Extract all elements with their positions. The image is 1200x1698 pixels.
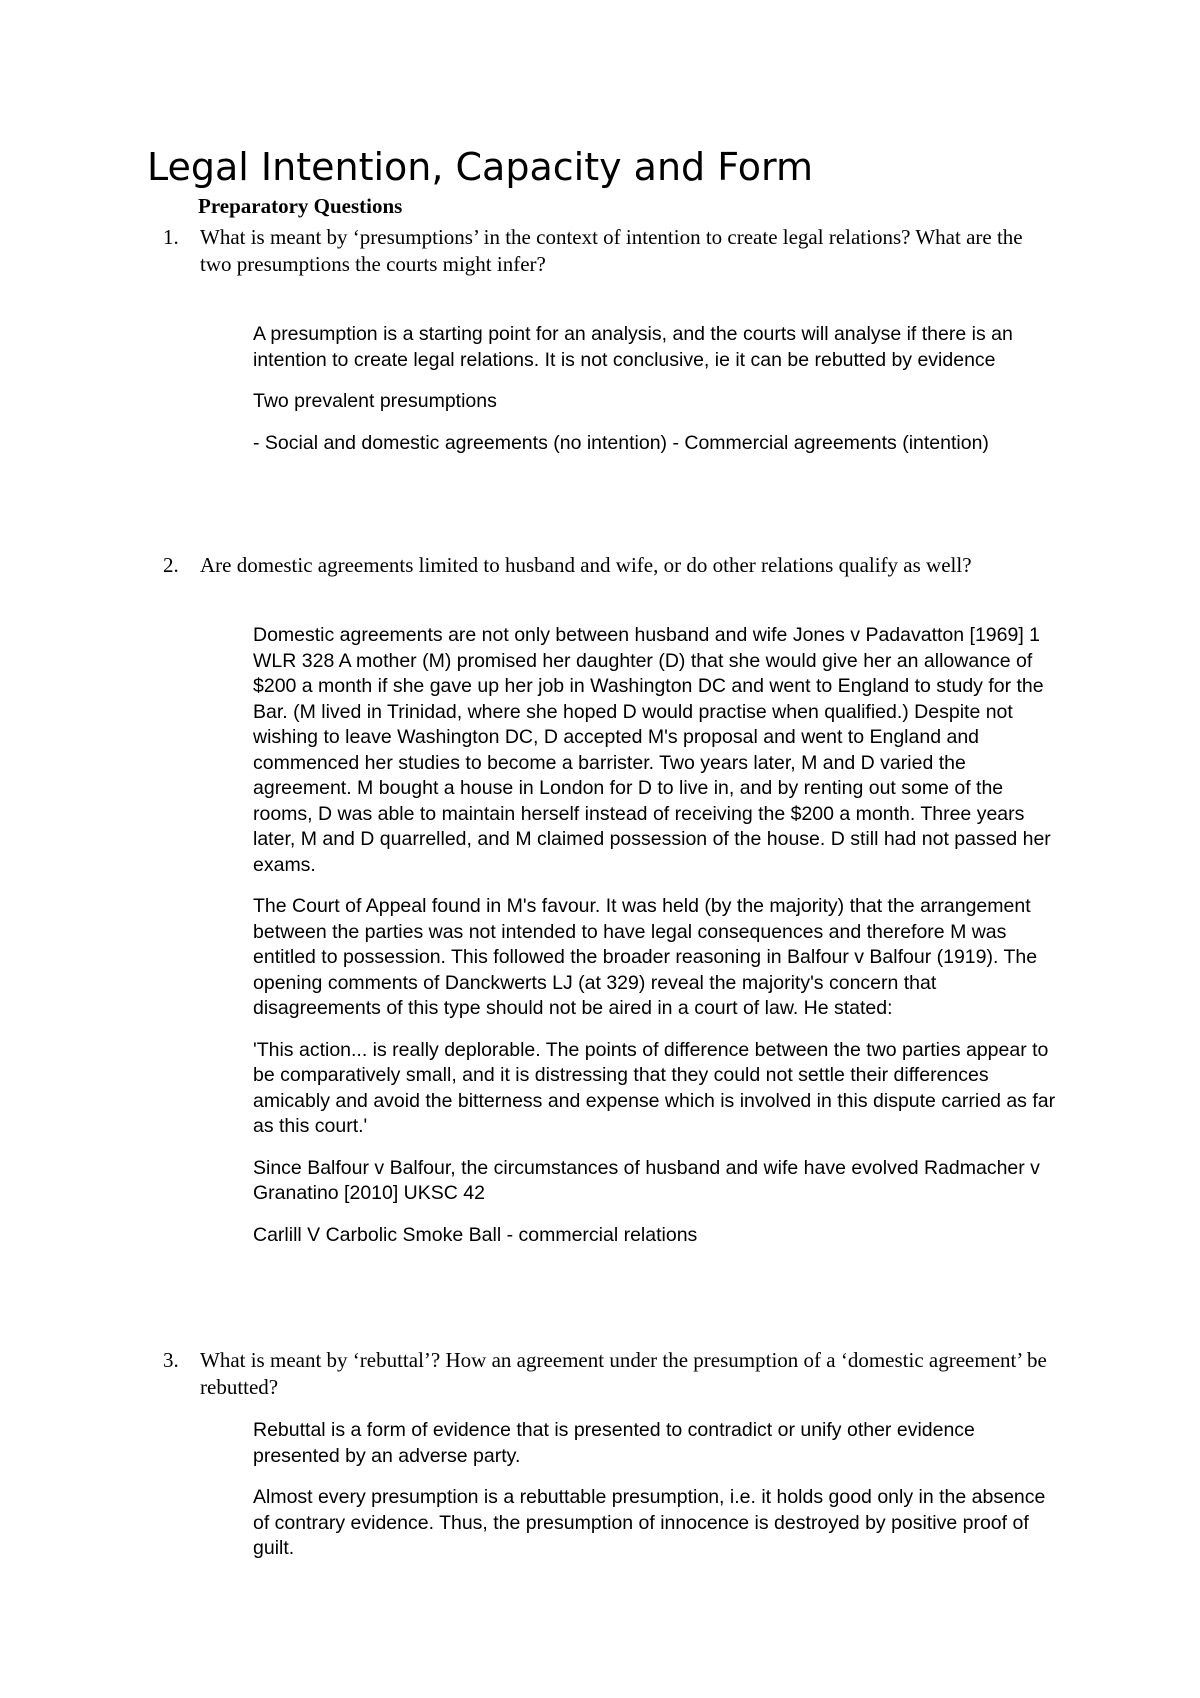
answer-paragraph: Two prevalent presumptions [253, 390, 497, 412]
answer-paragraph: - Social and domestic agreements (no intention) - Commercial agreements (intention) [253, 431, 989, 454]
answer-2 [253, 623, 1063, 1264]
answer-paragraph: Domestic agreements are not only between husband and wife Jones v Padavatton [1969] 1 WLR 328 A mother (M) promised her daughter (D) that she would give her an allowance of $200 a month if she gave up her job in Washington DC and went to England to study for the Bar. (M lived in Trinidad, where she hoped D would practise when qualified.) Despite not wishing to leave Washington DC, D accepted M's proposal and went to England and commenced her studies to become a barrister. Two years later, M and D varied the agreement. M bought a house in London for D to live in, and by renting out some of the rooms, D was able to maintain herself instead of receiving the $200 a month. Three years later, M and D quarrelled, and M claimed possession of the house. D still had not passed her exams. [253, 624, 1051, 876]
answer-paragraph: Carlill V Carbolic Smoke Ball - commercial relations [253, 1223, 698, 1246]
answer-paragraph: The Court of Appeal found in M's favour. It was held (by the majority) that the arrangement between the parties was not intended to have legal consequences and therefore M was entitled to possession. This followed the broader reasoning in Balfour v Balfour (1919). The opening comments of Danckwerts LJ (at 329) reveal the majority's concern that disagreements of this type should not be aired in a court of law. He stated: [253, 895, 1038, 1019]
answer-paragraph: 'This action... is really deplorable. The points of difference between the two parties appear to be comparatively small, and it is distressing that they could not settle their differences amicably and avoid the bitterness and expense which is involved in this dispute carried as far as this court.' [253, 1038, 1056, 1137]
answer-3 [253, 1418, 1063, 1578]
document-title: Legal Intention, Capacity and Form [147, 145, 813, 189]
answer-paragraph: A presumption is a starting point for an analysis, and the courts will analyse if there is an intention to create legal relations. It is not conclusive, ie it can be rebutted by evidence [253, 323, 1013, 371]
question-3 [148, 1347, 1048, 1401]
question-number: 2. [163, 553, 179, 577]
answer-1 [253, 322, 1063, 472]
answer-paragraph: Rebuttal is a form of evidence that is presented to contradict or unify other evidence presented by an adverse party. [253, 1419, 975, 1467]
answer-paragraph: Almost every presumption is a rebuttable presumption, i.e. it holds good only in the absence of contrary evidence. Thus, the presumption of innocence is destroyed by positive proof of guilt. [253, 1486, 1046, 1559]
question-text: What is meant by ‘presumptions’ in the context of intention to create legal relations? What are the two presumptions the courts might infer? [200, 225, 1023, 276]
question-text: What is meant by ‘rebuttal’? How an agreement under the presumption of a ‘domestic agreement’ be rebutted? [200, 1348, 1047, 1399]
question-number: 1. [163, 225, 179, 249]
question-text: Are domestic agreements limited to husband and wife, or do other relations qualify as well? [200, 553, 972, 577]
question-number: 3. [163, 1348, 179, 1372]
question-2 [148, 552, 1048, 579]
section-subtitle: Preparatory Questions [198, 194, 403, 218]
answer-paragraph: Since Balfour v Balfour, the circumstances of husband and wife have evolved Radmacher v Granatino [2010] UKSC 42 [253, 1156, 1040, 1204]
question-1 [148, 224, 1048, 278]
